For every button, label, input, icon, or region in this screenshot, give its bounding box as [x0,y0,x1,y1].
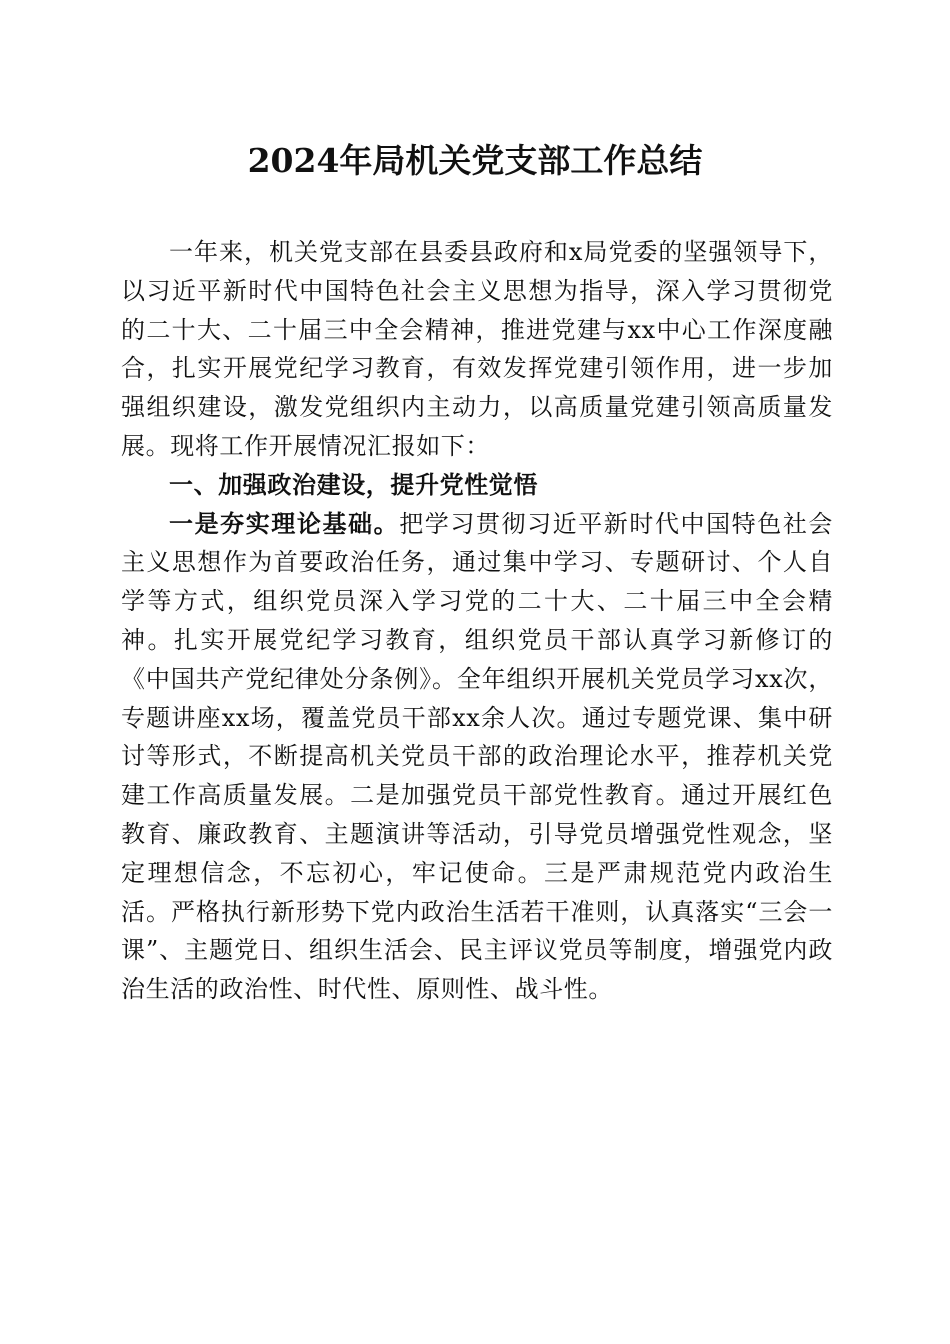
intro-paragraph: 一年来，机关党支部在县委县政府和x局党委的坚强领导下，以习近平新时代中国特色社会主义思想为指导，深入学习贯彻党的二十大、二十届三中全会精神，推进党建与xx中心工作深度融合，扎实开展党纪学习教育，有效发挥党建引领作用，进一步加强组织建设，激发党组织内主动力，以高质量党建引领高质量发展。现将工作开展情况汇报如下： [121,238,833,460]
paragraph-text: 把学习贯彻习近平新时代中国特色社会主义思想作为首要政治任务，通过集中学习、专题研讨、个人自学等方式，组织党员深入学习党的二十大、二十届三中全会精神。扎实开展党纪学习教育，组织党员干部认真学习新修订的《中国共产党纪律处分条例》。全年组织开展机关党员学习xx次，专题讲座xx场，覆盖党员干部xx余人次。通过专题党课、集中研讨等形式，不断提高机关党员干部的政治理论水平，推荐机关党建工作高质量发展。二是加强党员干部党性教育。通过开展红色教育、廉政教育、主题演讲等活动，引导党员增强党性观念，坚定理想信念，不忘初心，牢记使命。三是严肃规范党内政治生活。严格执行新形势下党内政治生活若干准则，认真落实“三会一课”、主题党日、组织生活会、民主评议党员等制度，增强党内政治生活的政治性、时代性、原则性、战斗性。 [121,509,833,1004]
document-body [121,233,833,1009]
section-paragraph [121,505,833,1009]
paragraph-lead: 一是夯实理论基础。 [169,508,400,538]
section-heading: 一、加强政治建设，提升党性觉悟 [169,470,538,499]
document-title: 2024年局机关党支部工作总结 [247,141,703,180]
